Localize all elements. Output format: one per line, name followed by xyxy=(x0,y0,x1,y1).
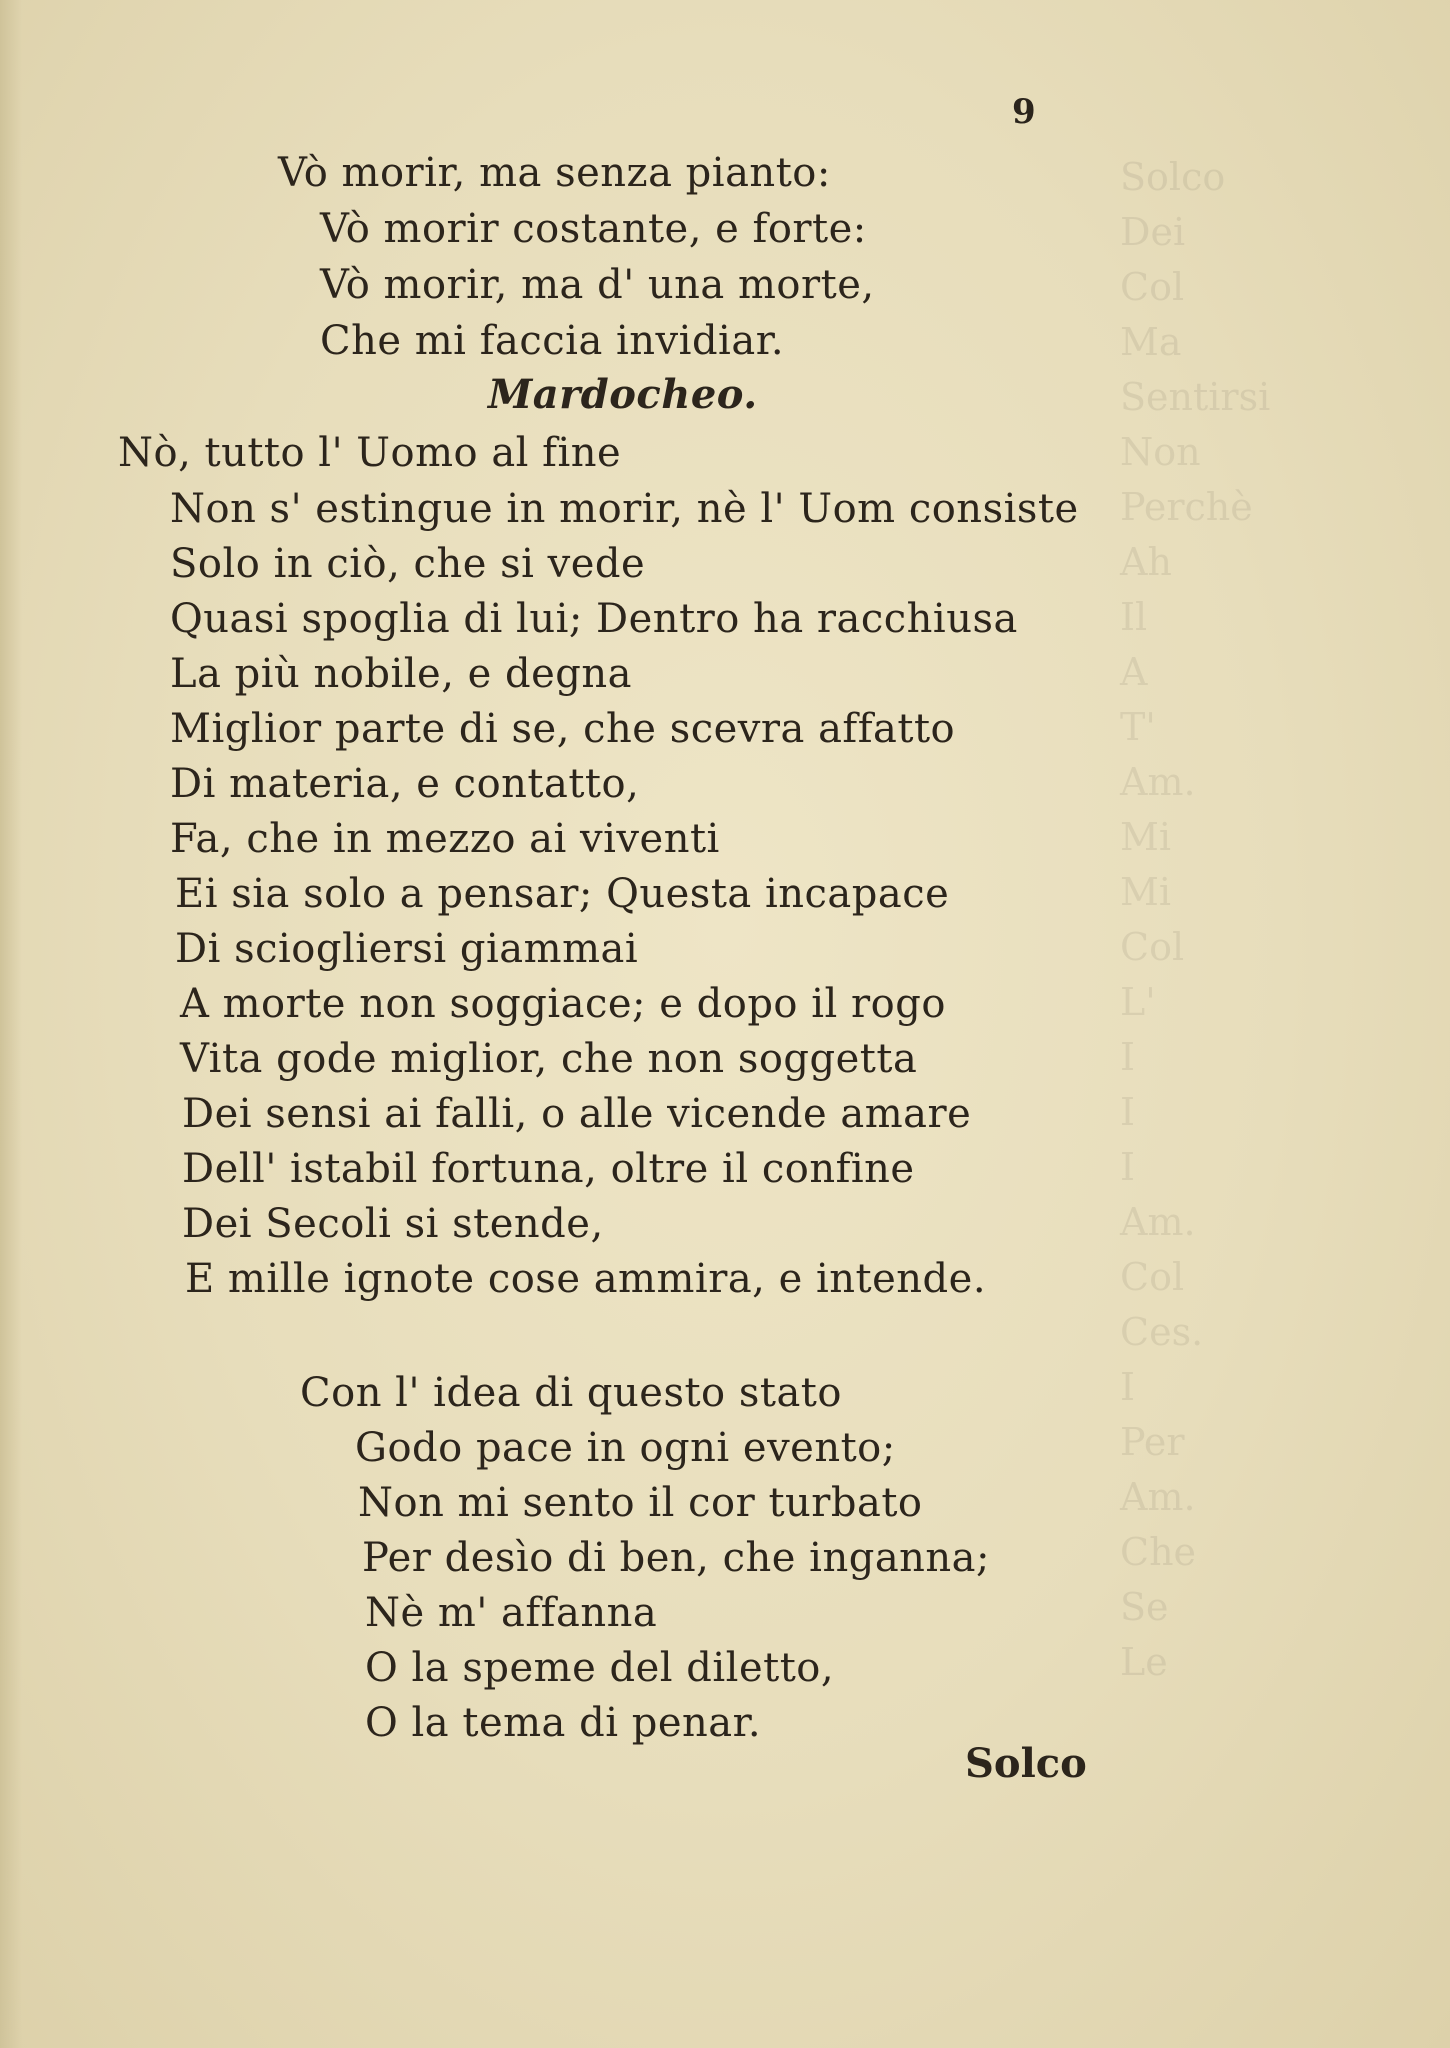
bleed-through-text: Solco Dei Col Ma Sentirsi Non Perchè Ah Il A T' Am. Mi Mi Col L' I I I Am. Col Ces. I Per Am. Che Se Le xyxy=(1120,155,1271,1684)
catchword: Solco xyxy=(965,1740,1087,1787)
speaker-name: Mardocheo. xyxy=(488,371,758,418)
verse-line: Di materia, e contatto, xyxy=(170,761,640,807)
verse-line: La più nobile, e degna xyxy=(170,651,633,697)
verse-line: Miglior parte di se, che scevra affatto xyxy=(170,706,956,752)
verse-line: Dei Secoli si stende, xyxy=(182,1201,604,1247)
verse-line: Godo pace in ogni evento; xyxy=(355,1425,896,1471)
verse-line: Per desìo di ben, che inganna; xyxy=(362,1535,991,1581)
page-number: 9 xyxy=(1012,92,1036,132)
verse-line: Con l' idea di questo stato xyxy=(300,1370,842,1416)
verse-line: Di sciogliersi giammai xyxy=(175,926,639,972)
verse-line: Non s' estingue in morir, nè l' Uom consiste xyxy=(170,486,1079,532)
verse-line: Non mi sento il cor turbato xyxy=(358,1480,923,1526)
verse-line: O la speme del diletto, xyxy=(365,1645,835,1691)
verse-line: Ei sia solo a pensar; Questa incapace xyxy=(175,871,950,917)
verse-line: Nò, tutto l' Uomo al fine xyxy=(118,430,622,476)
verse-line: E mille ignote cose ammira, e intende. xyxy=(185,1256,987,1302)
verse-line: O la tema di penar. xyxy=(365,1700,762,1746)
verse-line: A morte non soggiace; e dopo il rogo xyxy=(180,981,946,1027)
verse-line: Che mi faccia invidiar. xyxy=(320,318,785,364)
verse-line: Vò morir costante, e forte: xyxy=(320,206,867,252)
verse-line: Vò morir, ma senza pianto: xyxy=(278,150,831,196)
verse-line: Quasi spoglia di lui; Dentro ha racchiusa xyxy=(170,596,1018,642)
verse-line: Dell' istabil fortuna, oltre il confine xyxy=(182,1146,915,1192)
verse-line: Vita gode miglior, che non soggetta xyxy=(180,1036,918,1082)
verse-line: Solo in ciò, che si vede xyxy=(170,541,646,587)
verse-line: Fa, che in mezzo ai viventi xyxy=(170,816,720,862)
page-spine-shadow xyxy=(0,0,22,2048)
verse-line: Dei sensi ai falli, o alle vicende amare xyxy=(182,1091,972,1137)
verse-line: Nè m' affanna xyxy=(365,1590,658,1636)
verse-line: Vò morir, ma d' una morte, xyxy=(320,262,875,308)
